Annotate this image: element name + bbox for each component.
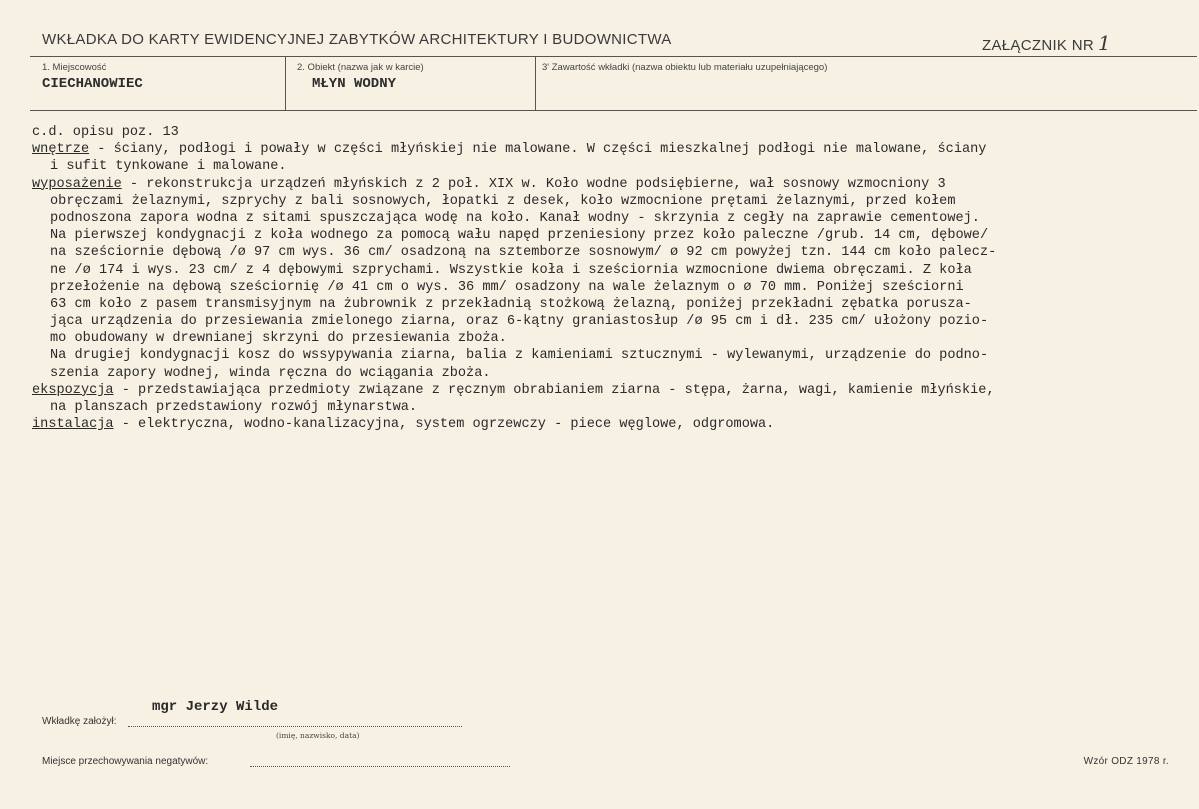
field-divider-2 bbox=[535, 56, 536, 110]
text-line bbox=[32, 176, 1192, 193]
text-line: mo obudowany w drewnianej skrzyni do przesiewania zboża. bbox=[50, 331, 507, 347]
text-line: podnoszona zapora wodna z sitami spuszczająca wodę na koło. Kanał wodny - skrzynia z cegły na zaprawie cementowej. bbox=[50, 210, 980, 226]
field-divider-1 bbox=[285, 56, 286, 110]
text-line: 63 cm koło z pasem transmisyjnym na żubrownik z przekładnią stożkową żelazną, poniżej przekładni zębatka porusza- bbox=[50, 296, 972, 312]
annex-label bbox=[982, 31, 1111, 55]
top-rule bbox=[30, 56, 1197, 57]
form-pattern-id: Wzór ODZ 1978 r. bbox=[1083, 756, 1169, 767]
object-label: 2. Obiekt (nazwa jak w karcie) bbox=[297, 62, 424, 73]
text-line: na planszach przedstawiony rozwój młynarstwa. bbox=[50, 400, 418, 415]
text-line: i sufit tynkowane i malowane. bbox=[50, 159, 287, 175]
text-span: - przedstawiająca przedmioty związane z ręcznym obrabianiem ziarna - stępa, żarna, wagi, kamienie młyńskie, bbox=[113, 382, 995, 398]
section-keyword: instalacja bbox=[32, 417, 114, 433]
section-keyword: wnętrze bbox=[32, 142, 90, 158]
signer-name: mgr Jerzy Wilde bbox=[152, 699, 279, 715]
section-keyword: ekspozycja bbox=[32, 382, 114, 398]
locality-value: CIECHANOWIEC bbox=[42, 76, 143, 92]
text-line: ne /ø 174 i wys. 23 cm/ z 4 dębowymi szprychami. Wszystkie koła i sześciornia wzmocnione dwiema obręczami. Z koła bbox=[50, 262, 972, 278]
section-keyword: wyposażenie bbox=[32, 176, 122, 192]
text-span: - elektryczna, wodno-kanalizacyjna, system ogrzewczy - piece węglowe, odgromowa. bbox=[113, 417, 775, 433]
text-line: jąca urządzenia do przesiewania zmielonego ziarna, oraz 6-kątny graniastosłup /ø 95 cm i dł. 235 cm/ ułożony pozio- bbox=[50, 314, 989, 330]
text-line: c.d. opisu poz. 13 bbox=[32, 125, 179, 140]
text-line bbox=[32, 382, 1192, 399]
text-span: - rekonstrukcja urządzeń młyńskich z 2 poł. XIX w. Koło wodne podsiębierne, wał sosnowy wzmocniony 3 bbox=[121, 176, 946, 192]
text-line bbox=[32, 416, 1192, 433]
founded-by-hint: (imię, nazwisko, data) bbox=[276, 731, 360, 740]
contents-label: 3' Zawartość wkładki (nazwa obiektu lub materiału uzupełniającego) bbox=[542, 62, 828, 73]
text-line bbox=[32, 141, 1192, 158]
form-title: WKŁADKA DO KARTY EWIDENCYJNEJ ZABYTKÓW ARCHITEKTURY I BUDOWNICTWA bbox=[42, 31, 672, 48]
text-line: szenia zapory wodnej, winda ręczna do wciągania zboża. bbox=[50, 365, 491, 381]
object-value: MŁYN WODNY bbox=[312, 76, 397, 92]
founded-by-label: Wkładkę założył: bbox=[42, 716, 117, 727]
text-span: - ściany, podłogi i powały w części młyńskiej nie malowane. W części mieszkalnej podłogi nie malowane, ściany bbox=[89, 142, 987, 158]
description-body bbox=[32, 124, 1192, 433]
annex-label-text: ZAŁĄCZNIK NR bbox=[982, 37, 1094, 54]
text-line: Na pierwszej kondygnacji z koła wodnego za pomocą wału napęd przeniesiony przez koło paleczne /grub. 14 cm, dębowe/ bbox=[50, 228, 989, 244]
text-line: na sześciornie dębową /ø 97 cm wys. 36 cm/ osadzoną na sztemborze sosnowym/ ø 92 cm powyżej tzn. 144 cm koło palecz- bbox=[50, 245, 997, 261]
text-line: Na drugiej kondygnacji kosz do wssypywania ziarna, balia z kamieniami sztucznymi - wylewanymi, urządzenie do podno- bbox=[50, 348, 989, 364]
negatives-location-dotted-line bbox=[250, 765, 510, 767]
fields-bottom-rule bbox=[30, 110, 1197, 111]
negatives-location-label: Miejsce przechowywania negatywów: bbox=[42, 756, 209, 767]
annex-number: 1 bbox=[1097, 31, 1111, 55]
locality-label: 1. Miejscowość bbox=[42, 62, 107, 73]
text-line: przełożenie na dębową sześciornię /ø 41 cm o wys. 36 mm/ osadzony na wale żelaznym o ø 70 mm. Poniżej sześciorni bbox=[50, 279, 964, 295]
text-line: obręczami żelaznymi, szprychy z bali sosnowych, łopatki z desek, koło wzmocnione prętami żelaznymi, przed kołem bbox=[50, 193, 956, 209]
founded-by-dotted-line bbox=[128, 725, 462, 727]
